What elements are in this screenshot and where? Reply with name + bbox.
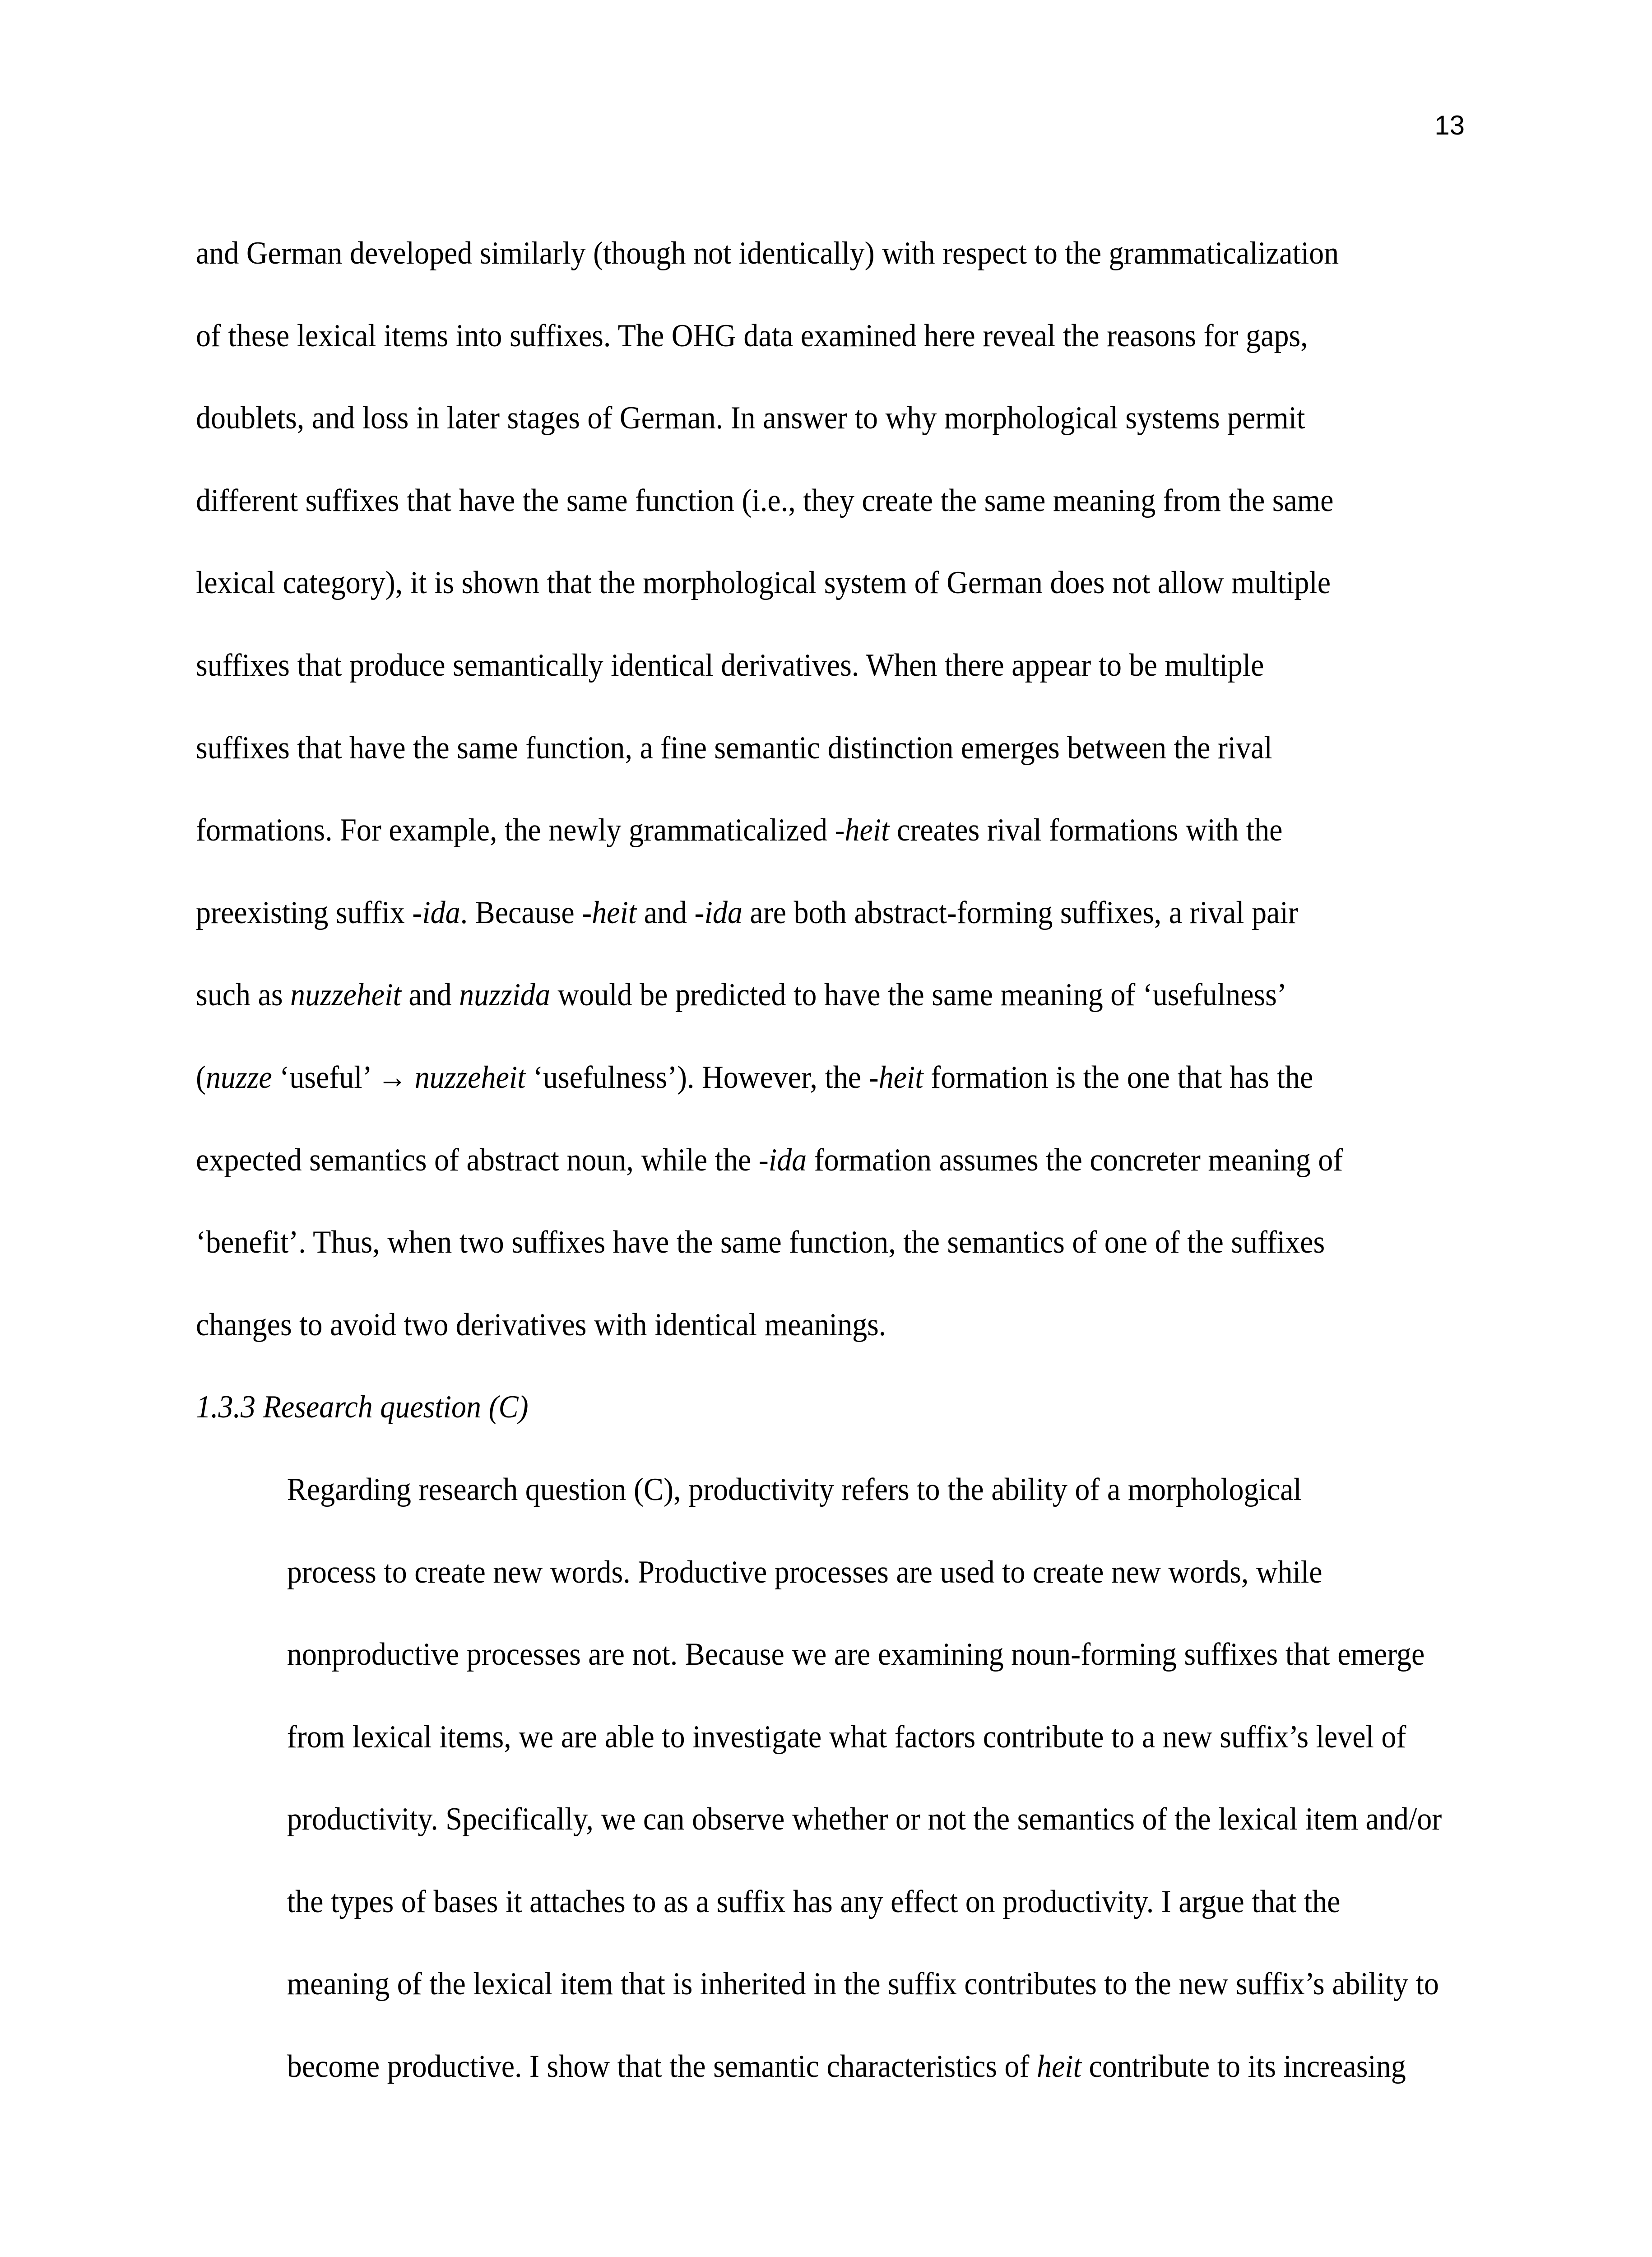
text-run: contribute to its increasing: [1081, 2049, 1406, 2085]
text-line: [196, 1531, 1371, 1614]
italic-term: -heit: [582, 895, 637, 930]
text-line: [196, 212, 1371, 295]
text-run: doublets, and loss in later stages of German. In answer to why morphological systems permit: [196, 400, 1305, 436]
page-number: 13: [1434, 110, 1465, 140]
italic-term: -heit: [868, 1059, 923, 1095]
text-run: expected semantics of abstract noun, while the: [196, 1142, 759, 1178]
text-line: [196, 1778, 1442, 1861]
italic-term: -ida: [694, 895, 742, 930]
text-run: meaning of the lexical item that is inherited in the suffix contributes to the new suffix’s ability to: [287, 1966, 1439, 2002]
text-run: changes to avoid two derivatives with identical meanings.: [196, 1307, 886, 1342]
text-run: different suffixes that have the same function (i.e., they create the same meaning from the same: [196, 483, 1334, 518]
italic-term: -ida: [758, 1142, 807, 1178]
text-run: Regarding research question (C), productivity refers to the ability of a morphological: [287, 1472, 1302, 1507]
text-run: nonproductive processes are not. Because we are examining noun-forming suffixes that emerge: [287, 1637, 1425, 1672]
text-line: [196, 1943, 1439, 2025]
text-line: [196, 872, 1371, 954]
italic-term: nuzzeheit: [414, 1059, 526, 1095]
text-run: ‘useful’ →: [272, 1059, 415, 1095]
text-line: [196, 954, 1371, 1036]
text-run: lexical category), it is shown that the morphological system of German does not allow multiple: [196, 565, 1331, 601]
text-line: [196, 542, 1371, 624]
text-line: [196, 789, 1371, 872]
text-line: [196, 295, 1371, 377]
text-run: productivity. Specifically, we can observe whether or not the semantics of the lexical item and/or: [287, 1802, 1442, 1837]
italic-term: nuzzeheit: [290, 977, 401, 1013]
text-line: [196, 1449, 1371, 1531]
text-run: suffixes that produce semantically identical derivatives. When there appear to be multiple: [196, 647, 1264, 683]
text-run: would be predicted to have the same meaning of ‘usefulness’: [550, 977, 1287, 1013]
paragraph-1: [196, 212, 1371, 1366]
text-line: [196, 377, 1371, 460]
text-run: formation is the one that has the: [923, 1059, 1313, 1095]
text-run: the types of bases it attaches to as a suffix has any effect on productivity. I argue that the: [287, 1884, 1341, 1919]
page-body: [196, 212, 1442, 2108]
text-run: and: [401, 977, 459, 1013]
text-run: suffixes that have the same function, a fine semantic distinction emerges between the rival: [196, 730, 1272, 766]
italic-term: -heit: [835, 813, 890, 848]
paragraph-2: [196, 1449, 1442, 2108]
text-run: formations. For example, the newly grammaticalized: [196, 813, 835, 848]
text-run: . Because: [460, 895, 582, 930]
section-heading: 1.3.3 Research question (C): [196, 1389, 529, 1425]
text-run: creates rival formations with the: [889, 813, 1283, 848]
text-line: [196, 2025, 1406, 2108]
text-run: such as: [196, 977, 291, 1013]
text-line: [196, 1119, 1371, 1202]
text-line: [196, 1036, 1371, 1119]
text-run: process to create new words. Productive processes are used to create new words, while: [287, 1554, 1323, 1590]
text-line: [196, 460, 1371, 542]
text-run: and German developed similarly (though not identically) with respect to the grammaticalization: [196, 236, 1339, 271]
text-run: (: [196, 1059, 206, 1095]
italic-term: -ida: [412, 895, 460, 930]
text-line: [196, 1861, 1371, 1943]
italic-term: nuzzida: [459, 977, 550, 1013]
text-line: [196, 1613, 1425, 1696]
text-line: [196, 1201, 1371, 1284]
italic-term: heit: [1036, 2049, 1081, 2085]
text-line: [196, 624, 1371, 707]
text-run: formation assumes the concreter meaning of: [807, 1142, 1343, 1178]
text-run: ‘usefulness’). However, the: [525, 1059, 869, 1095]
text-line: [196, 1696, 1406, 1779]
text-run: are both abstract-forming suffixes, a rival pair: [742, 895, 1298, 930]
text-run: ‘benefit’. Thus, when two suffixes have the same function, the semantics of one of the suffixes: [196, 1225, 1325, 1260]
text-line: [196, 707, 1371, 789]
text-run: and: [636, 895, 695, 930]
text-line: [196, 1284, 1371, 1366]
text-run: from lexical items, we are able to investigate what factors contribute to a new suffix’s level of: [287, 1719, 1406, 1755]
text-run: become productive. I show that the semantic characteristics of: [287, 2049, 1037, 2085]
italic-term: nuzze: [206, 1059, 272, 1095]
text-run: of these lexical items into suffixes. The OHG data examined here reveal the reasons for gaps,: [196, 318, 1308, 353]
text-run: preexisting suffix: [196, 895, 413, 930]
